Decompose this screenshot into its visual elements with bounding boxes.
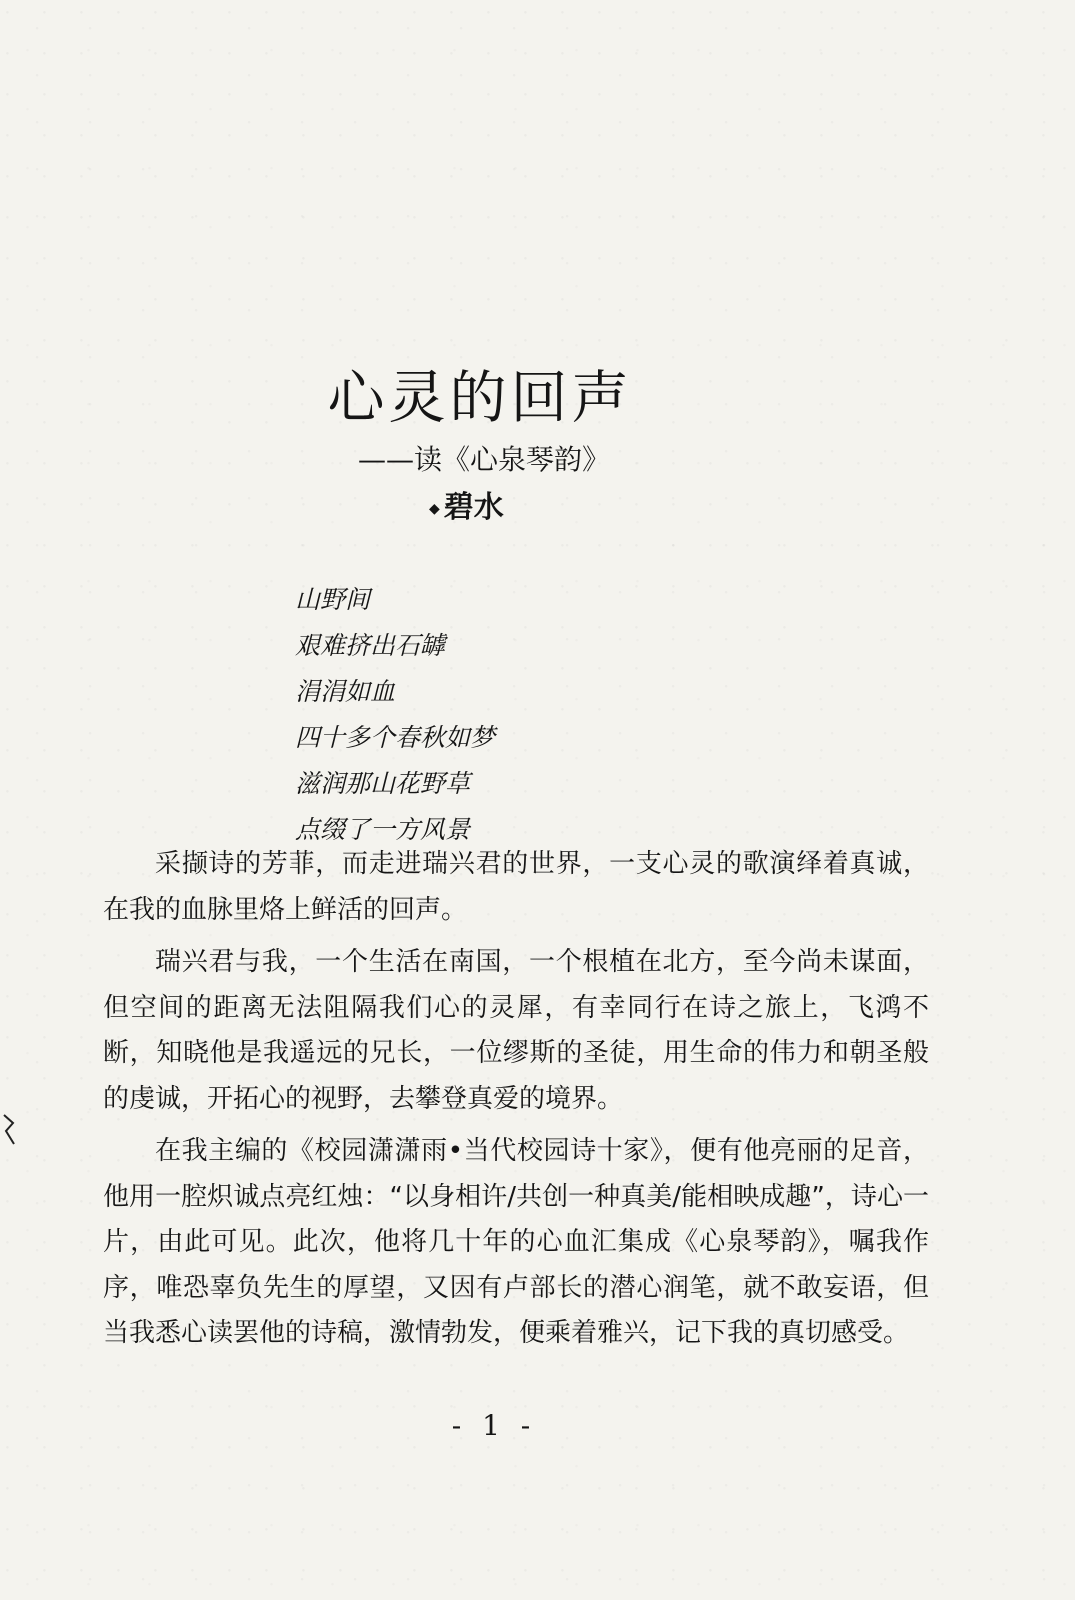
- body-paragraph: 采撷诗的芳菲，而走进瑞兴君的世界，一支心灵的歌演绎着真诚，在我的血脉里烙上鲜活的回声。: [103, 849, 929, 925]
- poem-line: 四十多个春秋如梦: [295, 723, 496, 752]
- poem-excerpt: [295, 577, 495, 853]
- poem-line: 滋润那山花野草: [295, 769, 471, 798]
- poem-line: 涓涓如血: [295, 677, 396, 706]
- binding-clip-mark: [2, 1113, 16, 1147]
- body-paragraph: 瑞兴君与我，一个生活在南国，一个根植在北方，至今尚未谋面，但空间的距离无法阻隔我们心的灵犀，有幸同行在诗之旅上，飞鸿不断，知晓他是我遥远的兄长，一位缪斯的圣徒，用生命的伟力和朝圣般的虔诚，开拓心的视野，去攀登真爱的境界。: [103, 947, 929, 1114]
- author-line: [429, 488, 504, 529]
- page-number: - 1 -: [451, 1409, 537, 1442]
- poem-line: 艰难挤出石罅: [295, 631, 446, 660]
- article-title: 心灵的回声: [327, 365, 633, 432]
- poem-line: 山野间: [295, 585, 371, 614]
- author-name: 碧水: [443, 490, 504, 525]
- diamond-bullet-icon: ◆: [429, 500, 440, 517]
- body-paragraph: 在我主编的《校园潇潇雨•当代校园诗十家》，便有他亮丽的足音，他用一腔炽诚点亮红烛：“以身相许/共创一种真美/能相映成趣”，诗心一片，由此可见。此次，他将几十年的心血汇集成《心泉琴韵》，嘱我作序，唯恐辜负先生的厚望，又因有卢部长的潜心润笔，就不敢妄语，但当我悉心读罢他的诗稿，激情勃发，便乘着雅兴，记下我的真切感受。: [103, 1136, 929, 1348]
- article-subtitle: ——读《心泉琴韵》: [357, 443, 610, 476]
- poem-line: 点缀了一方风景: [295, 815, 471, 844]
- article-body: [103, 842, 929, 1364]
